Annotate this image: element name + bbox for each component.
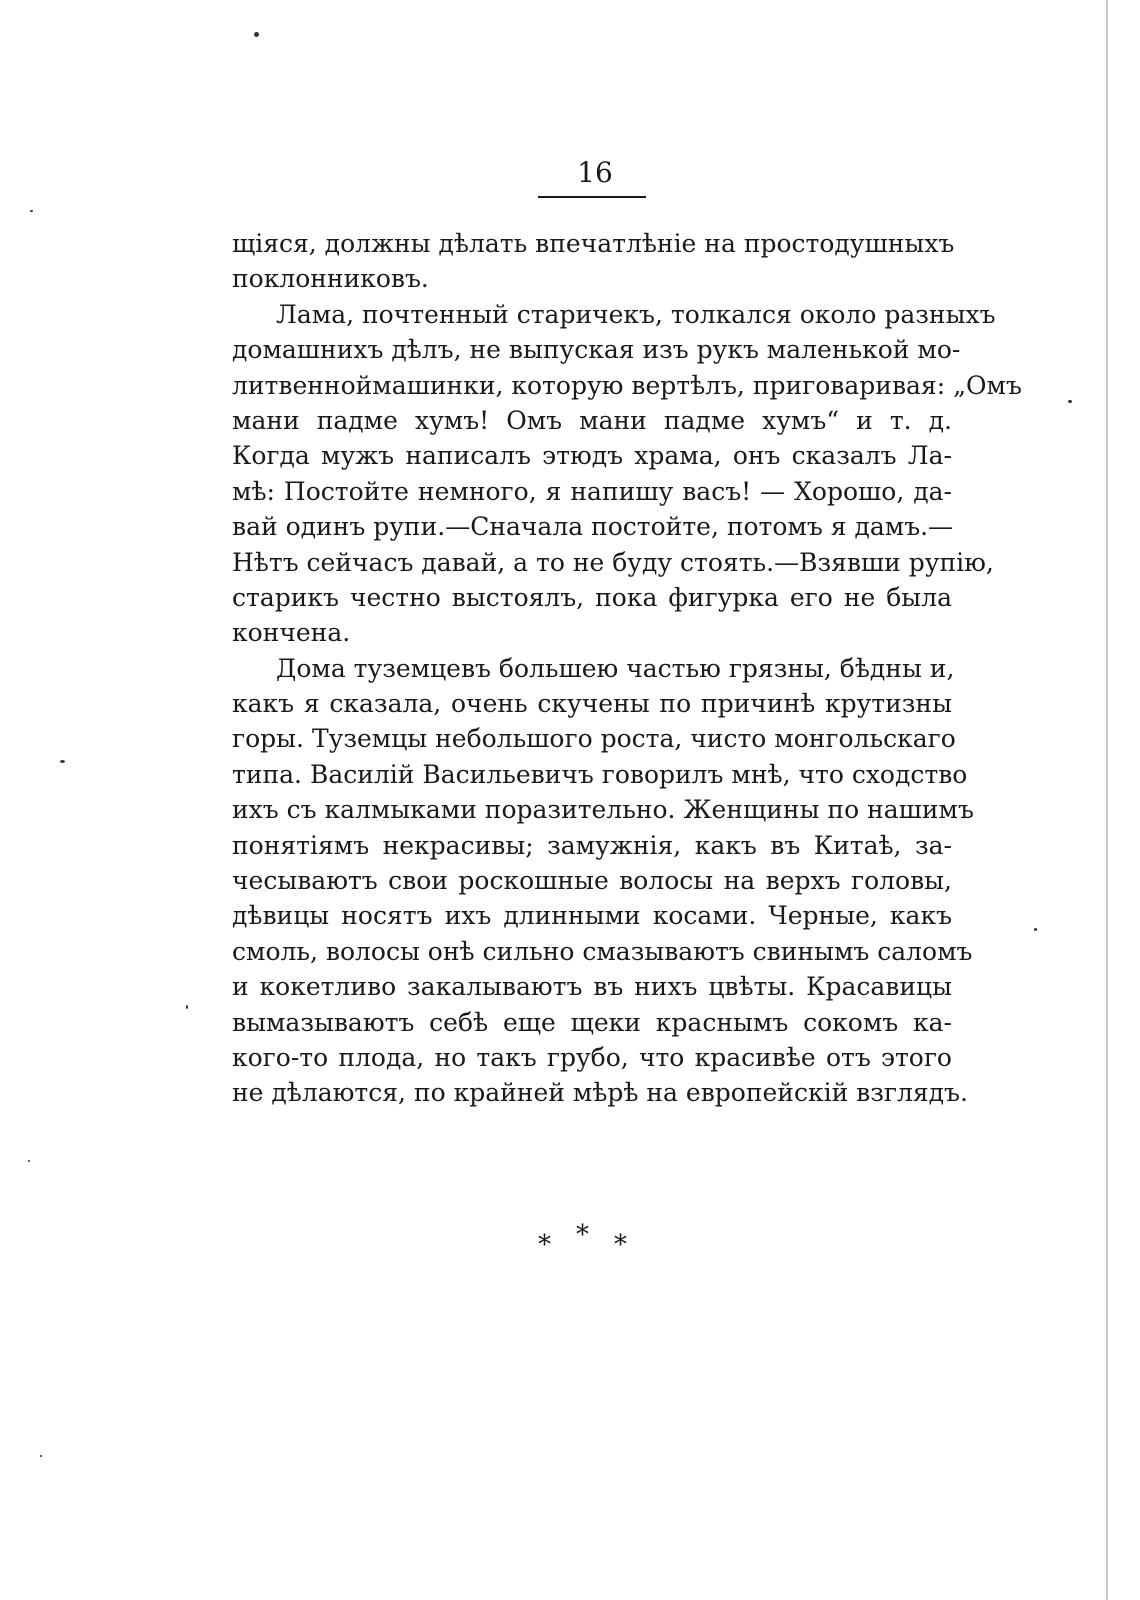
- text-line: вымазываютъ себѣ еще щеки краснымъ сокомъ ка-: [232, 1007, 952, 1037]
- scan-speck: [40, 1455, 42, 1457]
- text-line: ихъ съ калмыками поразительно. Женщины по нашимъ: [232, 795, 974, 825]
- asterisk: *: [538, 1230, 551, 1260]
- text-line: домашнихъ дѣлъ, не выпуская изъ рукъ маленькой мо-: [232, 335, 961, 365]
- text-line: горы. Туземцы небольшого роста, чисто монгольскаго: [232, 724, 956, 754]
- scan-speck: [254, 32, 259, 37]
- page-number-rule: [538, 196, 646, 198]
- text-line: мѣ: Постойте немного, я напишу васъ! — Хорошо, да-: [232, 476, 952, 506]
- scan-speck: [186, 1005, 188, 1009]
- text-line: кончена.: [232, 618, 351, 648]
- paragraph: [232, 297, 1022, 651]
- scan-speck: [60, 760, 65, 763]
- text-line: Дома туземцевъ большею частью грязны, бѣдны и,: [276, 653, 955, 683]
- text-line: и кокетливо закалываютъ въ нихъ цвѣты. Красавицы: [232, 972, 952, 1002]
- text-line: мани падме хумъ! Омъ мани падме хумъ“ и т. д.: [232, 405, 952, 435]
- text-line: типа. Василій Васильевичъ говорилъ мнѣ, что сходство: [232, 759, 968, 789]
- section-ornament: [520, 1222, 650, 1262]
- paragraph: [232, 651, 974, 1111]
- text-line: смоль, волосы онѣ сильно смазываютъ свинымъ саломъ: [232, 936, 973, 966]
- scan-speck: [1034, 928, 1037, 931]
- text-line: старикъ честно выстоялъ, пока фигурка его не была: [232, 582, 952, 612]
- text-line: не дѣлаются, по крайней мѣрѣ на европейскій взглядъ.: [232, 1078, 968, 1108]
- text-line: кого-то плода, но такъ грубо, что красивѣе отъ этого: [232, 1042, 952, 1072]
- asterisk: *: [614, 1230, 627, 1260]
- paragraph: [232, 226, 955, 297]
- text-line: поклонниковъ.: [232, 264, 429, 294]
- text-line: вай одинъ рупи.—Сначала постойте, потомъ я дамъ.—: [232, 512, 954, 542]
- text-line: щіяся, должны дѣлать впечатлѣніе на простодушныхъ: [232, 229, 955, 258]
- text-line: понятіямъ некрасивы; замужнія, какъ въ Китаѣ, за-: [232, 830, 952, 860]
- text-line: Лама, почтенный старичекъ, толкался около разныхъ: [276, 299, 996, 329]
- page-number: 16: [577, 156, 613, 189]
- scan-speck: [30, 210, 33, 212]
- page-edge-line: [1106, 0, 1108, 1600]
- text-line: дѣвицы носятъ ихъ длинными косами. Черные, какъ: [232, 901, 952, 931]
- text-line: Нѣтъ сейчасъ давай, а то не буду стоять.—Взявши рупію,: [232, 547, 994, 577]
- text-line: Когда мужъ написалъ этюдъ храма, онъ сказалъ Ла-: [232, 441, 952, 471]
- body-text: [232, 226, 1022, 1111]
- text-line: литвенноймашинки, которую вертѣлъ, приговаривая: „Омъ: [232, 370, 1022, 400]
- text-line: чесываютъ свои роскошные волосы на верхъ головы,: [232, 866, 952, 896]
- text-line: какъ я сказала, очень скучены по причинѣ крутизны: [232, 689, 952, 719]
- asterisk: *: [576, 1220, 589, 1250]
- scan-speck: [1068, 400, 1072, 403]
- scan-speck: [28, 1160, 30, 1162]
